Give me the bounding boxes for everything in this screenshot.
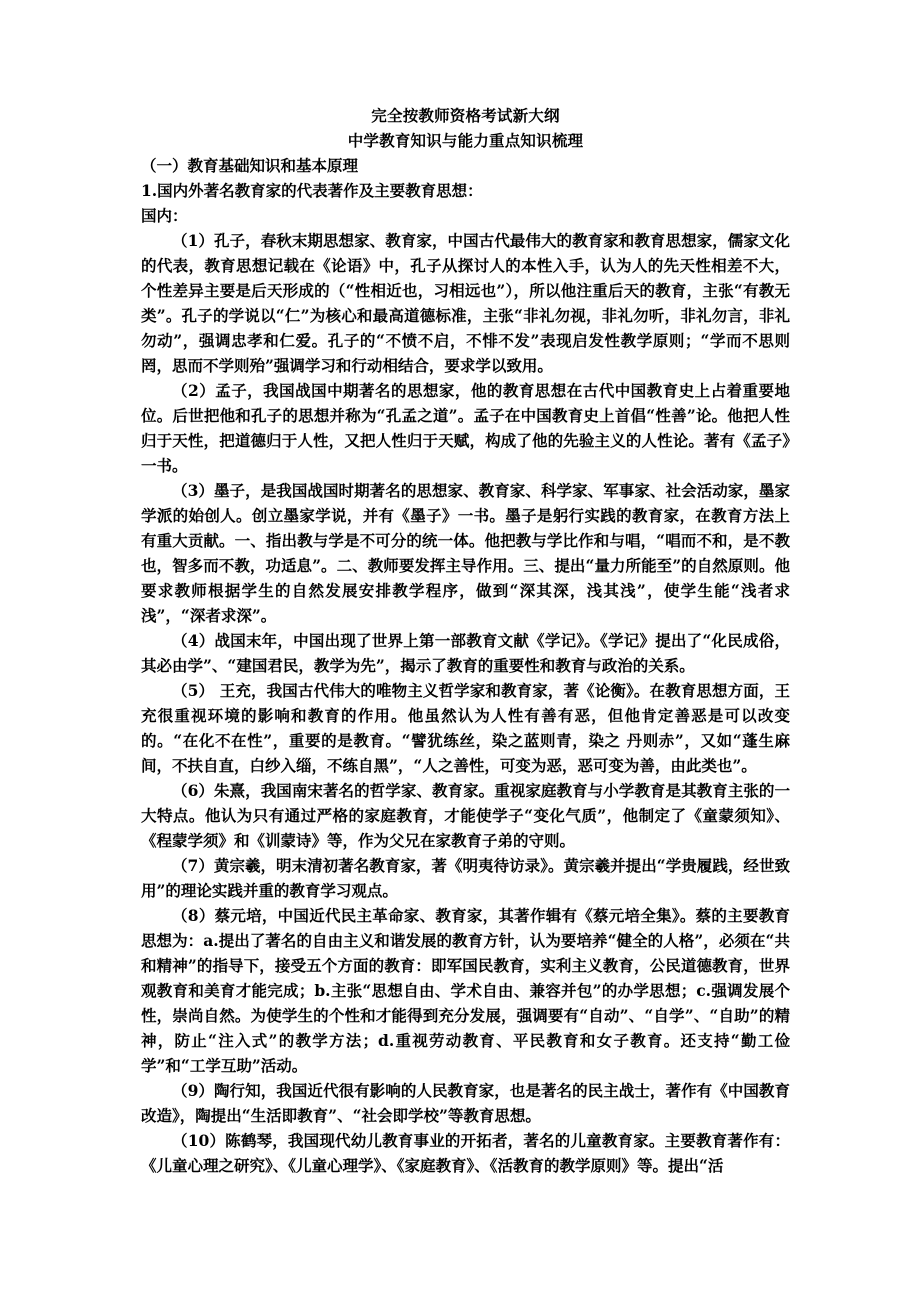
paragraph-cai-yuanpei: （8）蔡元培，中国近代民主革命家、教育家，其著作辑有《蔡元培全集》。蔡的主要教育思想为：a.提出了著名的自由主义和谐发展的教育方针，认为要培养“健全的人格”，必须在“共和精神”的指导下，接受五个方面的教育：即军国民教育，实利主义教育，公民道德教育，世界观教育和美育才能完成；b.主张“思想自由、学术自由、兼容并包”的办学思想；c.强调发展个性，崇尚自然。为使学生的个性和才能得到充分发展，强调要有“自动”、“自学”、“自助”的精神，防止“注入式”的教学方法；d.重视劳动教育、平民教育和女子教育。还支持“勤工俭学”和“工学互助”活动。	[141, 906, 790, 1075]
paragraph-tao-xingzhi: （9）陶行知，我国近代很有影响的人民教育家，也是著名的民主战士，著作有《中国教育改造》，陶提出“生活即教育”、“社会即学校”等教育思想。	[141, 1081, 790, 1125]
paragraph-huang-zongxi: （7）黄宗羲，明末清初著名教育家，著《明夷待访录》。黄宗羲并提出“学贵履践，经世致用”的理论实践并重的教育学习观点。	[141, 856, 790, 900]
document-subtitle: 中学教育知识与能力重点知识梳理	[347, 131, 584, 150]
document-title: 完全按教师资格考试新大纲	[371, 106, 560, 125]
section-heading: （一）教育基础知识和基本原理	[141, 156, 359, 175]
subsection-heading: 1.国内外著名教育家的代表著作及主要教育思想：	[141, 181, 483, 200]
paragraph-zhu-xi: （6）朱熹，我国南宋著名的哲学家、教育家。重视家庭教育与小学教育是其教育主张的一大特点。他认为只有通过严格的家庭教育，才能使学子“变化气质”，他制定了《童蒙须知》、《程蒙学须》和《训蒙诗》等，作为父兄在家教育子弟的守则。	[141, 781, 790, 850]
paragraph-xueji: （4）战国末年，中国出现了世界上第一部教育文献《学记》。《学记》提出了“化民成俗，其必由学”、“建国君民，教学为先”，揭示了教育的重要性和教育与政治的关系。	[141, 631, 790, 675]
paragraph-chen-heqin: （10）陈鹤琴，我国现代幼儿教育事业的开拓者，著名的儿童教育家。主要教育著作有：《儿童心理之研究》、《儿童心理学》、《家庭教育》、《活教育的教学原则》等。提出“活	[141, 1131, 790, 1175]
paragraph-confucius: （1）孔子，春秋末期思想家、教育家，中国古代最伟大的教育家和教育思想家，儒家文化的代表，教育思想记载在《论语》中，孔子从探讨人的本性入手，认为人的先天性相差不大，个性差异主要是后天形成的（“性相近也，习相远也”），所以他注重后天的教育，主张“有教无类”。孔子的学说以“仁”为核心和最高道德标准，主张“非礼勿视，非礼勿听，非礼勿言，非礼勿动”，强调忠孝和仁爱。孔子的“不愤不启，不悱不发”表现启发性教学原则；“学而不思则罔，思而不学则殆”强调学习和行动相结合，要求学以致用。	[141, 231, 790, 375]
paragraph-mencius: （2）孟子，我国战国中期著名的思想家，他的教育思想在古代中国教育史上占着重要地位。后世把他和孔子的思想并称为“孔孟之道”。孟子在中国教育史上首倡“性善”论。他把人性归于天性，把道德归于人性，又把人性归于天赋，构成了他的先验主义的人性论。著有《孟子》一书。	[141, 381, 790, 475]
paragraph-wang-chong: （5） 王充，我国古代伟大的唯物主义哲学家和教育家，著《论衡》。在教育思想方面，王充很重视环境的影响和教育的作用。他虽然认为人性有善有恶，但他肯定善恶是可以改变的。“在化不在性”，重要的是教育。“譬犹练丝，染之蓝则青，染之 丹则赤”，又如“蓬生麻间，不扶自直，白纱入缁，不练自黑”，“人之善性，可变为恶，恶可变为善，由此类也”。	[141, 681, 790, 775]
domestic-label: 国内：	[141, 206, 188, 225]
paragraph-mozi: （3）墨子，是我国战国时期著名的思想家、教育家、科学家、军事家、社会活动家，墨家学派的始创人。创立墨家学说，并有《墨子》一书。墨子是躬行实践的教育家，在教育方法上有重大贡献。一、指出教与学是不可分的统一体。他把教与学比作和与唱，“唱而不和，是不教也，智多而不教，功适息”。二、教师要发挥主导作用。三、提出“量力所能至”的自然原则。他要求教师根据学生的自然发展安排教学程序，做到“深其深，浅其浅”，使学生能“浅者求浅”，“深者求深”。	[141, 481, 790, 625]
